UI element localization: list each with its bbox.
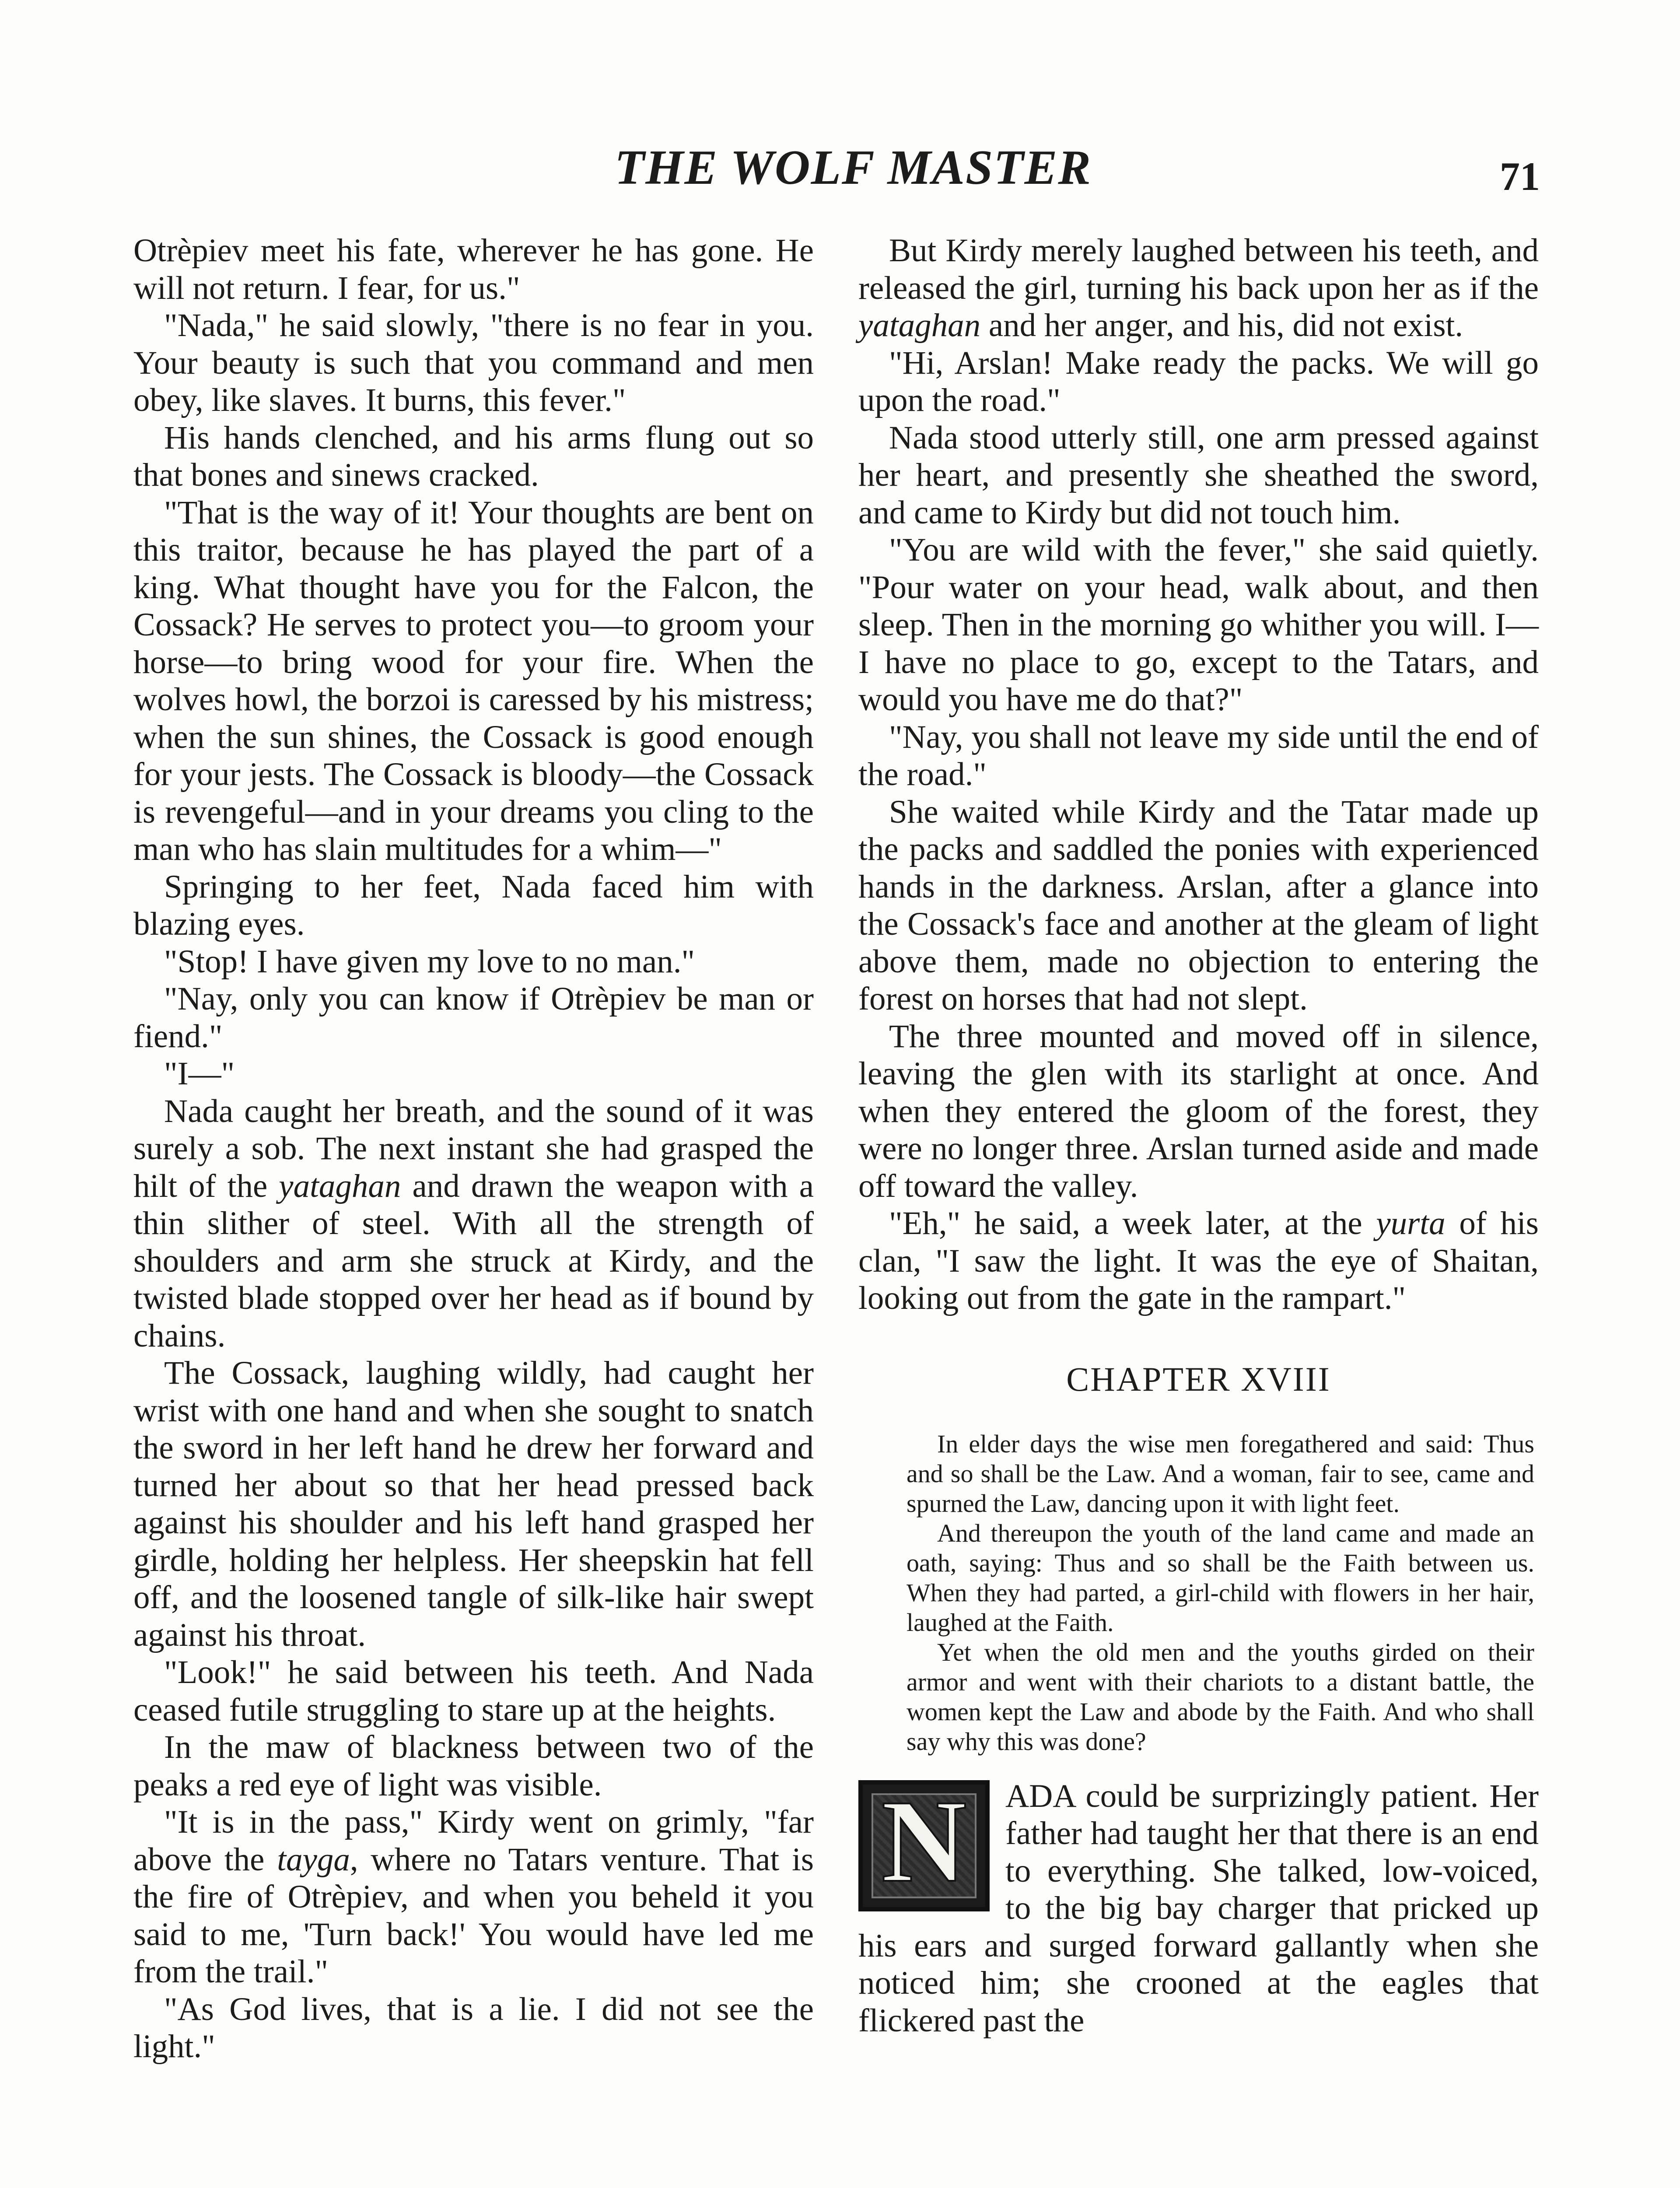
body-paragraph: Springing to her feet, Nada faced him with blazing eyes. <box>133 868 814 942</box>
page-number: 71 <box>1500 154 1540 199</box>
drop-cap-letter-box <box>863 1775 985 1907</box>
text-run: of his clan, "I saw the light. It was the eye of Shaitan, looking out from the gate in the rampart." <box>858 1205 1539 1316</box>
body-paragraph: "Look!" he said between his teeth. And Nada ceased futile struggling to stare up at the heights. <box>133 1654 814 1728</box>
italic-word: yurta <box>1376 1205 1446 1241</box>
body-paragraph: "You are wild with the fever," she said quietly. "Pour water on your head, walk about, and then sleep. Then in the morning go whither you will. I—I have no place to go, except to the Tatars, and would you have me do that?" <box>858 532 1539 718</box>
body-paragraph: In the maw of blackness between two of the peaks a red eye of light was visible. <box>133 1729 814 1803</box>
chapter-opening <box>858 1775 1539 2040</box>
body-paragraph: The Cossack, laughing wildly, had caught her wrist with one hand and when she sought to snatch the sword in her left hand he drew her forward and turned her about so that her head pressed back against his shoulder and his left hand grasped her girdle, holding her helpless. Her sheepskin hat fell off, and the loosened tangle of silk-like hair swept against his throat. <box>133 1355 814 1653</box>
text-run: and drawn the weapon with a thin slither of steel. With all the strength of shoulders and arm she struck at Kirdy, and the twisted blade stopped over her head as if bound by chains. <box>133 1168 814 1354</box>
body-paragraph: His hands clenched, and his arms flung out so that bones and sinews cracked. <box>133 419 814 493</box>
chapter-epigraph <box>858 1429 1539 1757</box>
text-run: But Kirdy merely laughed between his teeth, and released the girl, turning his back upon her as if the <box>858 232 1539 306</box>
drop-cap-initial <box>858 1775 990 1911</box>
running-title: THE WOLF MASTER <box>614 140 1092 195</box>
body-paragraph: Otrèpiev meet his fate, wherever he has gone. He will not return. I fear, for us." <box>133 232 814 306</box>
body-paragraph: "Nay, you shall not leave my side until the end of the road." <box>858 719 1539 792</box>
body-paragraph <box>133 1803 814 1991</box>
epigraph-paragraph: Yet when the old men and the youths girded on their armor and went with their chariots to a distant battle, the women kept the Law and abode by the Faith. And who shall say why this was done? <box>906 1637 1534 1756</box>
body-paragraph: "That is the way of it! Your thoughts are bent on this traitor, because he has played the part of a king. What thought have you for the Falcon, the Cossack? He serves to protect you—to groom your horse—to bring wood for your fire. When the wolves howl, the borzoi is caressed by his mistress; when the sun shines, the Cossack is good enough for your jests. The Cossack is bloody—the Cossack is revengeful—and in your dreams you cling to the man who has slain multitudes for a whim—" <box>133 494 814 867</box>
chapter-opening-text: ADA could be surprizingly patient. Her father had taught her that there is an end to everything. She talked, low-voiced, to the big bay charger that pricked up his ears and surged forward gallantly when she noticed him; she crooned at the eagles that flickered past the <box>858 1778 1539 2039</box>
chapter-heading: CHAPTER XVIII <box>1066 1360 1331 1398</box>
text-run: , where no Tatars venture. That is the fire of Otrèpiev, and when you beheld it you said to me, 'Turn back!' You would have led me from the trail." <box>133 1841 814 1990</box>
body-paragraph: Nada stood utterly still, one arm pressed against her heart, and presently she sheathed the sword, and came to Kirdy but did not touch him. <box>858 419 1539 531</box>
body-paragraph: The three mounted and moved off in silence, leaving the glen with its starlight at once. And when they entered the gloom of the forest, they were no longer three. Arslan turned aside and made off toward the valley. <box>858 1018 1539 1204</box>
body-paragraph <box>133 1093 814 1355</box>
body-paragraph: "I—" <box>164 1055 235 1092</box>
body-paragraph: "Nada," he said slowly, "there is no fear in you. Your beauty is such that you command and men obey, like slaves. It burns, this fever." <box>133 307 814 418</box>
epigraph-paragraph: In elder days the wise men foregathered and said: Thus and so shall be the Law. And a woman, fair to see, came and spurned the Law, dancing upon it with light feet. <box>906 1429 1534 1518</box>
running-head <box>0 139 1680 199</box>
body-paragraph: She waited while Kirdy and the Tatar made up the packs and saddled the ponies with experienced hands in the darkness. Arslan, after a glance into the Cossack's face and another at the gleam of light above them, made no objection to entering the forest on horses that had not slept. <box>858 793 1539 1017</box>
right-column-paragraphs <box>858 232 1539 1317</box>
body-paragraph: "Hi, Arslan! Make ready the packs. We will go upon the road." <box>858 344 1539 418</box>
body-paragraph: "Nay, only you can know if Otrèpiev be man or fiend." <box>133 981 814 1055</box>
body-paragraph: "As God lives, that is a lie. I did not see the light." <box>133 1991 814 2065</box>
text-run: and her anger, and his, did not exist. <box>980 307 1463 344</box>
epigraph-paragraph: And thereupon the youth of the land came and made an oath, saying: Thus and so shall be the Faith between us. When they had parted, a girl-child with flowers in her hair, laughed at the Faith. <box>906 1518 1534 1637</box>
body-paragraph: "Stop! I have given my love to no man." <box>164 943 695 980</box>
drop-cap-letter: N <box>881 1775 967 1907</box>
italic-word: yataghan <box>279 1168 401 1204</box>
italic-word: tayga <box>277 1841 350 1878</box>
text-run: Nada caught her breath, and the sound of it was surely a sob. The next instant she had grasped the hilt of the <box>133 1093 814 1204</box>
body-paragraph <box>858 232 1539 344</box>
right-column <box>858 232 1539 2039</box>
text-run: "It is in the pass," Kirdy went on grimly, "far above the <box>133 1804 814 1878</box>
italic-word: yataghan <box>858 307 981 344</box>
body-paragraph <box>858 1205 1539 1317</box>
text-run: "Eh," he said, a week later, at the <box>889 1205 1376 1241</box>
left-column <box>133 232 814 2065</box>
